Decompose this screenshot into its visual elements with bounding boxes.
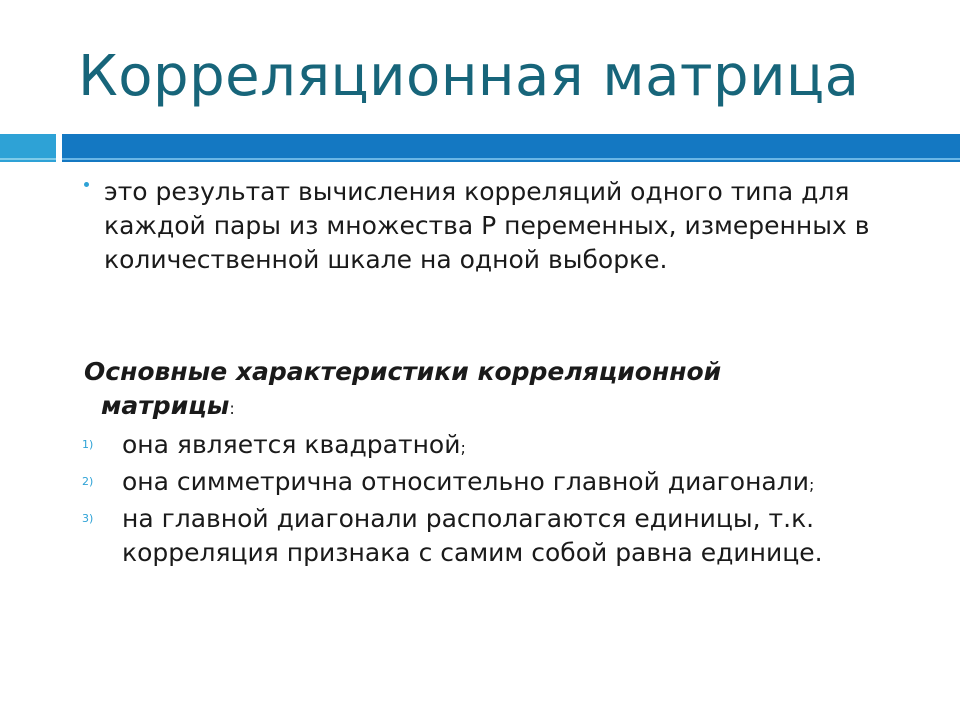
list-item-end: ; xyxy=(460,438,466,457)
heading-line-1: Основные характеристики корреляционной xyxy=(84,357,722,386)
title-underline-stripe xyxy=(62,158,960,160)
characteristics-list xyxy=(80,428,940,573)
characteristics-heading xyxy=(84,355,824,426)
list-item xyxy=(80,465,940,502)
list-item-text: она симметрична относительно главной диагонали xyxy=(122,467,809,496)
bullet-dot-icon xyxy=(84,182,89,187)
intro-paragraph: это результат вычисления корреляций одного типа для каждой пары из множества Р переменных, измеренных в количественной шкале на одной выборке. xyxy=(104,177,870,274)
list-item-number: 2) xyxy=(82,475,94,488)
heading-colon: : xyxy=(229,399,235,418)
list-item-text: на главной диагонали располагаются единицы, т.к. корреляция признака с самим собой равна единице. xyxy=(122,504,823,567)
title-underline-left-stripe xyxy=(0,158,56,160)
list-item-end: ; xyxy=(808,475,815,494)
list-item-number: 3) xyxy=(82,512,94,525)
list-item-number: 1) xyxy=(82,438,94,451)
heading-line-2: матрицы xyxy=(101,391,230,420)
list-item-text: она является квадратной xyxy=(122,430,461,459)
list-item xyxy=(80,502,940,573)
list-item xyxy=(80,428,940,465)
slide-title: Корреляционная матрица xyxy=(78,44,860,109)
